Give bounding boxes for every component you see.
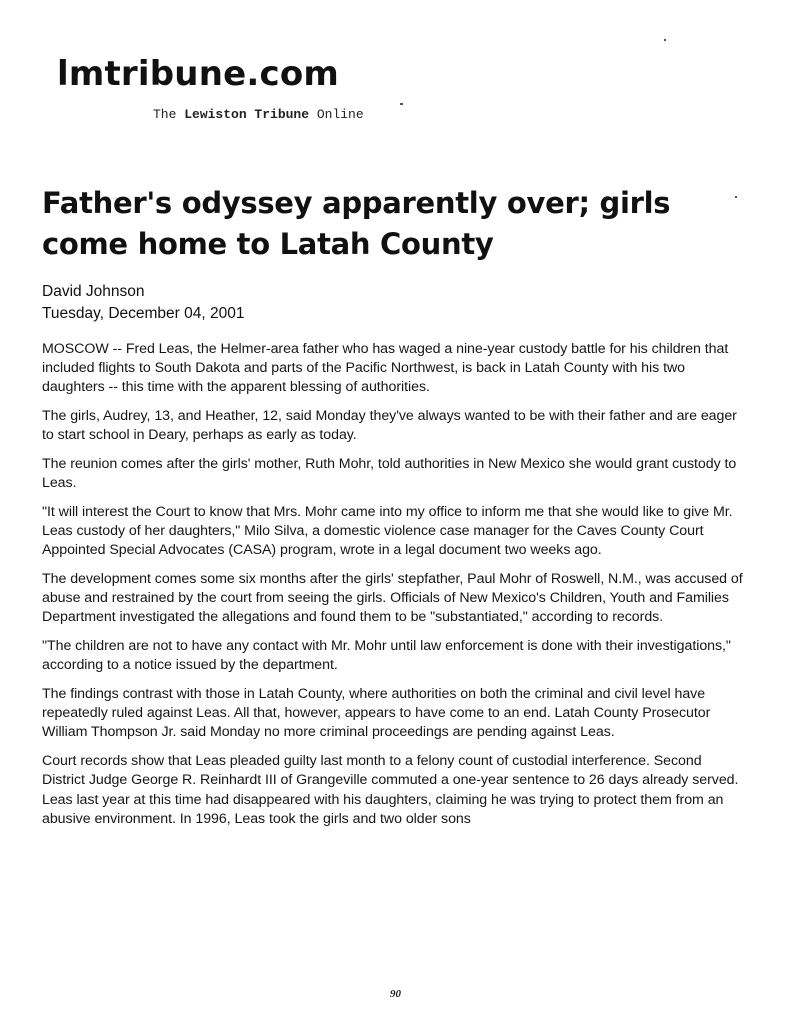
article-paragraph: "The children are not to have any contact with Mr. Mohr until law enforcement is done with their investigations," according to a notice issued by the department. (42, 638, 731, 674)
site-tagline (153, 107, 364, 123)
article-paragraph: Court records show that Leas pleaded guilty last month to a felony count of custodial interference. Second District Judge George R. Reinhardt III of Grangeville commuted a one-year sentence to 26 days already served. Leas last year at this time had disappeared with his daughters, claiming he was trying to protect them from an abusive environment. In 1996, Leas took the girls and two older sons (42, 753, 739, 827)
article-author: David Johnson (42, 283, 145, 300)
article-paragraph: The development comes some six months after the girls' stepfather, Paul Mohr of Roswell, N.M., was accused of abuse and restrained by the court from seeing the girls. Officials of New Mexico's Children, Youth and Families Department investigated the allegations and found them to be "substantiated," according to records. (42, 571, 743, 626)
article-paragraph: The girls, Audrey, 13, and Heather, 12, said Monday they've always wanted to be with their father and are eager to start school in Deary, perhaps as early as today. (42, 408, 737, 444)
article-paragraph: "It will interest the Court to know that Mrs. Mohr came into my office to inform me that she would like to give Mr. Leas custody of her daughters," Milo Silva, a domestic violence case manager for the Caves County Court Appointed Special Advocates (CASA) program, wrote in a legal document two weeks ago. (42, 503, 733, 559)
article-date: Tuesday, December 04, 2001 (42, 305, 245, 322)
article-paragraph: The findings contrast with those in Latah County, where authorities on both the criminal and civil level have repeatedly ruled against Leas. All that, however, appears to have come to an end. Latah County Prosecutor William Thompson Jr. said Monday no more criminal proceedings are pending against Leas. (42, 686, 711, 741)
article-headline: Father's odyssey apparently over; girls come home to Latah County (42, 186, 671, 261)
tagline-newspaper-name: Lewiston Tribune (184, 107, 310, 122)
tagline-prefix: The (153, 107, 185, 122)
article-body (42, 340, 747, 838)
article-paragraph: MOSCOW -- Fred Leas, the Helmer-area father who has waged a nine-year custody battle for his children that included flights to South Dakota and parts of the Pacific Northwest, is back in Latah County with his two daughters -- this time with the apparent blessing of authorities. (42, 341, 729, 396)
scan-speck (664, 39, 666, 41)
scan-speck (400, 103, 403, 105)
site-logo: lmtribune.com (57, 54, 340, 94)
article-paragraph: The reunion comes after the girls' mother, Ruth Mohr, told authorities in New Mexico she would grant custody to Leas. (42, 456, 737, 492)
page-number: 90 (390, 988, 401, 1000)
tagline-suffix: Online (309, 107, 364, 122)
